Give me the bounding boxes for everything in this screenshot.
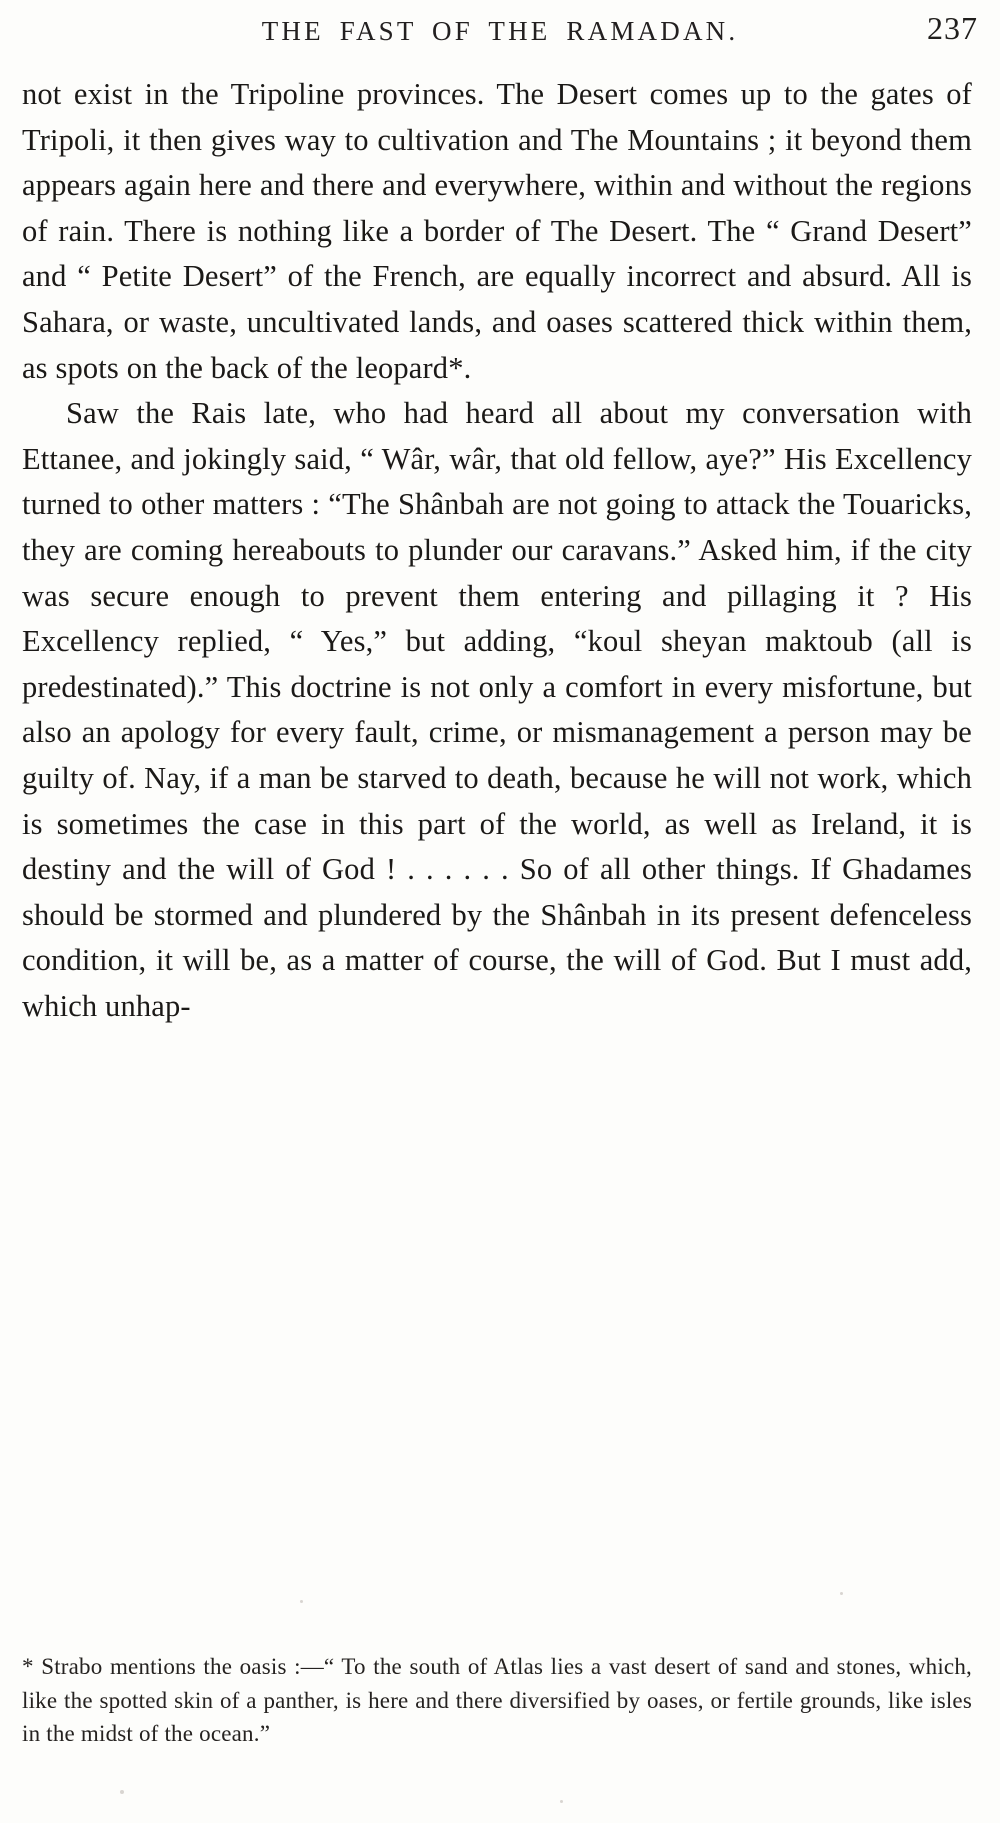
paper-speck — [560, 1800, 563, 1803]
body-text — [22, 72, 972, 1029]
page-header — [0, 8, 1000, 54]
page-number: 237 — [927, 10, 978, 46]
paper-speck — [120, 1790, 124, 1794]
paragraph: not exist in the Tripoline provinces. The Desert comes up to the gates of Tripoli, it then gives way to cultivation and The Mountains ; it beyond them appears again here and there and everywhere, within and without the regions of rain. There is nothing like a border of The Desert. The “ Grand Desert” and “ Petite Desert” of the French, are equally incorrect and absurd. All is Sahara, or waste, uncultivated lands, and oases scattered thick within them, as spots on the back of the leopard*. — [22, 77, 972, 385]
running-head: THE FAST OF THE RAMADAN. — [261, 16, 739, 46]
paper-speck — [840, 1592, 843, 1595]
footnote: * Strabo mentions the oasis :—“ To the south of Atlas lies a vast desert of sand and stones, which, like the spotted skin of a panther, is here and there diversified by oases, or fertile grounds, like isles in the midst of the ocean.” — [22, 1654, 972, 1746]
paragraph: Saw the Rais late, who had heard all about my conversation with Ettanee, and jokingly said, “ Wâr, wâr, that old fellow, aye?” His Excellency turned to other matters : “The Shânbah are not going to attack the Touaricks, they are coming hereabouts to plunder our caravans.” Asked him, if the city was secure enough to prevent them entering and pillaging it ? His Excellency replied, “ Yes,” but adding, “koul sheyan maktoub (all is predestinated).” This doctrine is not only a comfort in every misfortune, but also an apology for every fault, crime, or mismanagement a person may be guilty of. Nay, if a man be starved to death, because he will not work, which is sometimes the case in this part of the world, as well as Ireland, it is destiny and the will of God ! . . . . . . So of all other things. If Ghadames should be stormed and plundered by the Shânbah in its present defenceless condition, it will be, as a matter of course, the will of God. But I must add, which unhap- — [22, 396, 972, 1023]
paper-speck — [300, 1600, 303, 1603]
